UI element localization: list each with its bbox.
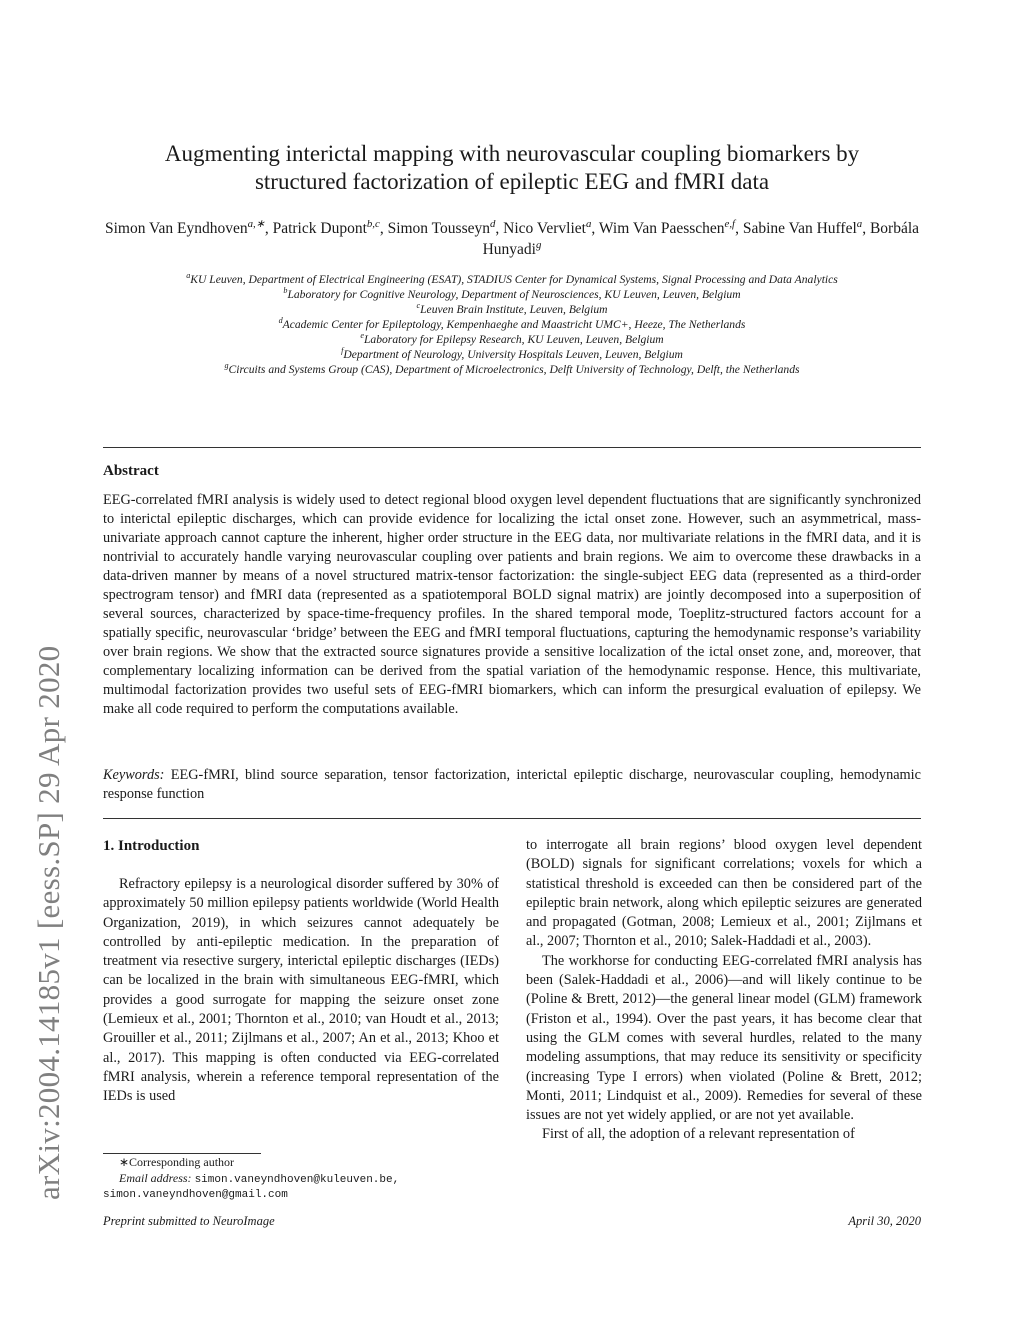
- author: Simon Tousseyn$^d$,: [387, 217, 504, 237]
- right-column: [526, 836, 922, 1145]
- author: Sabine Van Huffel$^a$,: [742, 217, 870, 237]
- paragraph: Refractory epilepsy is a neurological disorder suffered by 30% of approximately 50 million epilepsy patients worldwide (World Health Organization, 2019), in which seizures cannot adequately be controlled by anti-epileptic medication. In the preparation of treatment via resective surgery, interictal epileptic discharges (IEDs) can be localized in the brain with simultaneous EEG-fMRI, which provides a good surrogate for mapping the seizure onset zone (Lemieux et al., 2001; Thornton et al., 2010; van Houdt et al., 2013; Grouiller et al., 2011; Zijlmans et al., 2007; An et al., 2013; Khoo et al., 2017). This mapping is often conducted via EEG-correlated fMRI analysis, wherein a reference temporal representation of the IEDs is used: [103, 876, 499, 1105]
- abstract-text: EEG-correlated fMRI analysis is widely used to detect regional blood oxygen level dependent fluctuations that are significantly synchronized to interictal epileptic discharges, which can provide evidence for localizing the ictal onset zone. However, such an asymmetrical, mass-univariate approach cannot capture the inherent, higher order structure in the EEG data, nor multivariate relations in the fMRI data, and it is nontrivial to accurately handle varying neurovascular coupling over patients and brain regions. We aim to overcome these drawbacks in a data-driven manner by means of a novel structured matrix-tensor factorization: the single-subject EEG data (represented as a third-order spectrogram tensor) and fMRI data (represented as a spatiotemporal BOLD signal matrix) are jointly decomposed into a superposition of several sources, characterized by space-time-frequency profiles. In the shared temporal mode, Toeplitz-structured factors account for a spatially specific, neurovascular ‘bridge’ between the EEG and fMRI temporal fluctuations, capturing the hemodynamic response’s variability over brain regions. We show that the extracted source signatures provide a sensitive localization of the ictal onset zone, and, moreover, that complementary localizing information can be derived from the spatial variation of the hemodynamic response. Hence, this multivariate, multimodal factorization provides two useful sets of EEG-fMRI biomarkers, which can inform the presurgical evaluation of epilepsy. We make all code required to perform the computations available.: [103, 492, 921, 717]
- title-line-2: structured factorization of epileptic EEG and fMRI data: [254, 169, 770, 194]
- keywords-text: EEG-fMRI, blind source separation, tensor factorization, interictal epileptic discharge, neurovascular coupling, hemodynamic response function: [103, 767, 921, 802]
- abstract-bottom-rule: [103, 818, 921, 819]
- author: Nico Vervliet$^a$,: [503, 217, 599, 237]
- author: Borbála Hunyadi$^g$: [482, 220, 920, 258]
- keywords: [103, 766, 921, 804]
- affiliation: $^b$Laboratory for Cognitive Neurology, Department of Neurosciences, KU Leuven, Leuven, Belgium: [283, 286, 741, 301]
- preprint-note: Preprint submitted to NeuroImage: [103, 1214, 275, 1228]
- email-label: Email address:: [119, 1170, 192, 1185]
- keywords-label: Keywords:: [103, 767, 165, 783]
- author: Simon Van Eyndhoven$^{a,∗}$,: [104, 217, 273, 237]
- footnote-rule: [103, 1153, 261, 1154]
- arxiv-identifier-text: arXiv:2004.14185v1 [eess.SP] 29 Apr 2020: [31, 645, 66, 1200]
- author: Patrick Dupont$^{b,c}$,: [272, 217, 388, 237]
- paragraph: to interrogate all brain regions’ blood oxygen level dependent (BOLD) signals for significant correlations; voxels for which a statistical threshold is exceeded can then be considered part of the epileptic brain network, along which epileptic seizures are generated and propagated (Gotman, 2008; Lemieux et al., 2001; Zijlmans et al., 2007; Thornton et al., 2010; Salek-Haddadi et al., 2003).: [526, 837, 922, 950]
- title-line-1: Augmenting interictal mapping with neurovascular coupling biomarkers by: [164, 141, 860, 166]
- author: Wim Van Paesschen$^{e,f}$,: [598, 217, 743, 237]
- affiliation: $^e$Laboratory for Epilepsy Research, KU Leuven, Leuven, Belgium: [360, 331, 664, 346]
- email-line: [103, 1171, 523, 1189]
- paragraph: The workhorse for conducting EEG-correlated fMRI analysis has been (Salek-Haddadi et al., 2006)—and will likely continue to be (Poline & Brett, 2012)—the general linear model (GLM) framework (Friston et al., 1994). Over the past years, it has become clear that using the GLM comes with several hurdles, related to the many modeling assumptions, that may reduce its sensitivity or specificity (increasing Type I errors) when violated (Poline & Brett, 2012; Monti, 2011; Lindquist et al., 2009). Remedies for several of these issues are not yet widely applied, or are not yet available.: [526, 952, 922, 1124]
- abstract-top-rule: [103, 447, 921, 448]
- affiliation: $^f$Department of Neurology, University Hospitals Leuven, Leuven, Belgium: [341, 346, 683, 361]
- affiliation-list: [100, 272, 924, 377]
- affiliation: $^a$KU Leuven, Department of Electrical Engineering (ESAT), STADIUS Center for Dynamical Systems, Signal Processing and Data Analytics: [186, 271, 838, 286]
- preprint-date: April 30, 2020: [848, 1214, 921, 1228]
- abstract-heading: Abstract: [103, 463, 159, 479]
- footnote: [103, 1155, 523, 1204]
- email-address-1: simon.vaneyndhoven@kuleuven.be,: [194, 1173, 400, 1186]
- email-address-2: simon.vaneyndhoven@gmail.com: [103, 1189, 288, 1201]
- affiliation: $^c$Leuven Brain Institute, Leuven, Belgium: [416, 301, 608, 316]
- affiliation: $^d$Academic Center for Epileptology, Kempenhaeghe and Maastricht UMC+, Heeze, The Netherlands: [278, 316, 746, 331]
- paper-title: [100, 140, 924, 196]
- corresponding-author-note: ∗Corresponding author: [119, 1155, 235, 1169]
- left-column: [103, 875, 499, 1107]
- section-heading-introduction: 1. Introduction: [103, 838, 200, 854]
- author-list: [100, 218, 924, 260]
- affiliation: $^g$Circuits and Systems Group (CAS), Department of Microelectronics, Delft University of Technology, Delft, the Netherlands: [224, 361, 800, 376]
- paragraph: First of all, the adoption of a relevant representation of: [542, 1126, 855, 1143]
